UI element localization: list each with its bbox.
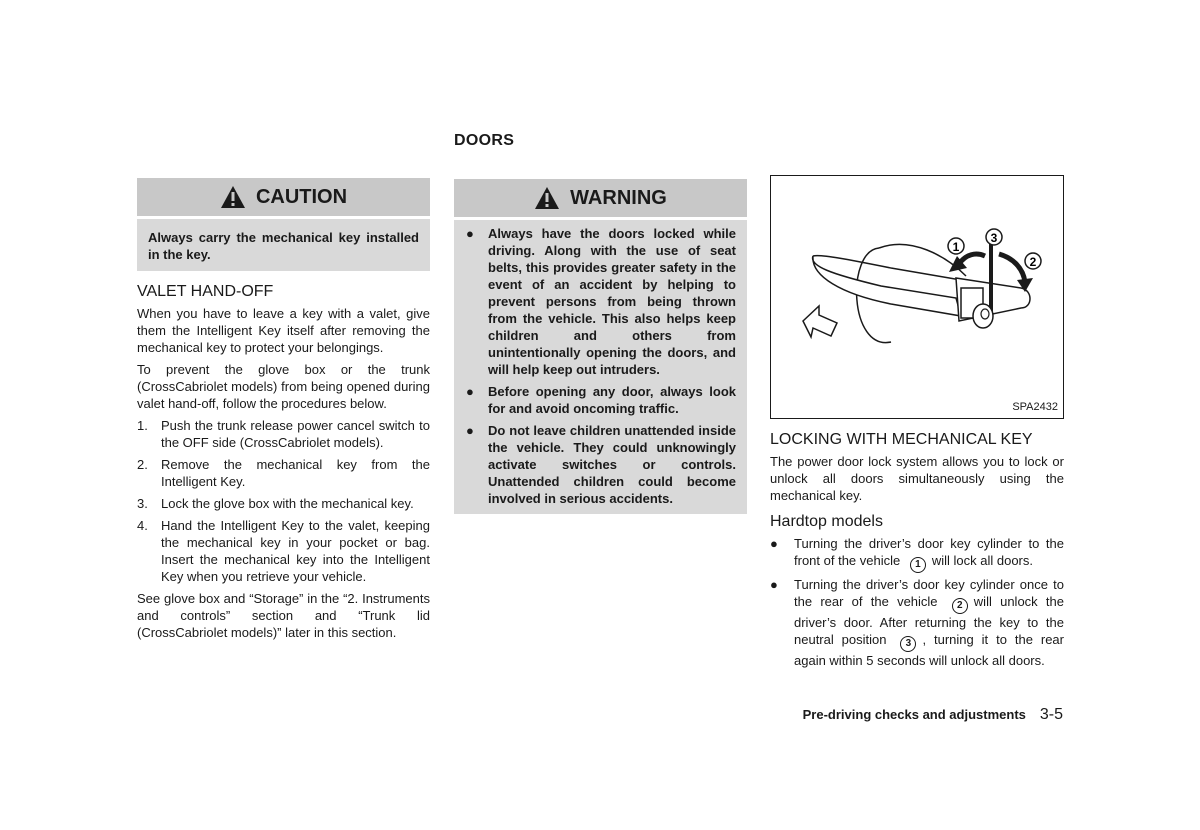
warning-item-text: Always have the doors locked while driving. Along with the use of seat belts, this provides greater safety in the event of an accident by helping to prevent persons from being thrown from the vehicle. This also helps keep children and others from unintentionally opening the doors, and will help keep out intruders. xyxy=(488,226,736,377)
step-text: Remove the mechanical key from the Intelligent Key. xyxy=(161,457,430,489)
bullet-icon: ● xyxy=(770,536,778,551)
hardtop-item-text: Turning the driver’s door key cylinder once to the rear of the vehicle xyxy=(794,577,1064,609)
warning-title: WARNING xyxy=(570,186,667,209)
bullet-icon: ● xyxy=(770,577,778,592)
caution-body xyxy=(137,219,430,271)
section-title: DOORS xyxy=(454,132,515,149)
direction-arrow-icon xyxy=(803,306,837,337)
hardtop-item-text: Turning the driver’s door key cylinder to the front of the vehicle xyxy=(794,536,1064,568)
hardtop-list xyxy=(770,535,1064,669)
door-handle-figure xyxy=(770,175,1064,419)
bullet-icon: ● xyxy=(466,226,474,241)
page-number: 3-5 xyxy=(1039,706,1063,723)
door-handle-illustration xyxy=(771,176,1063,418)
valet-paragraph-1: When you have to leave a key with a valet, give them the Intelligent Key itself after removing the mechanical key to protect your belongings. xyxy=(137,306,430,355)
step-number: 1. xyxy=(137,418,148,433)
label-1-icon xyxy=(948,238,964,254)
label-2-icon xyxy=(1025,253,1041,269)
warning-triangle-icon xyxy=(220,185,246,209)
hardtop-item xyxy=(770,576,1064,669)
locking-heading: LOCKING WITH MECHANICAL KEY xyxy=(770,431,1033,448)
hardtop-item-text: , turning it to the rear again within 5 seconds will unlock all doors. xyxy=(794,632,1064,668)
step-number: 4. xyxy=(137,518,148,533)
warning-body xyxy=(454,220,747,514)
step-text: Hand the Intelligent Key to the valet, keeping the mechanical key in your pocket or bag. Insert the mechanical key into the Intelligent Key when you retrieve your vehicle. xyxy=(161,518,430,584)
hardtop-item-text: will unlock the driver’s door. After returning the key to the neutral position xyxy=(794,594,1064,647)
figure-code: SPA2432 xyxy=(1012,401,1058,413)
valet-step xyxy=(137,456,430,490)
warning-triangle-icon xyxy=(534,186,560,210)
label-3: 3 xyxy=(990,231,998,245)
label-1: 1 xyxy=(952,240,960,254)
valet-heading: VALET HAND-OFF xyxy=(137,283,274,300)
valet-paragraph-2: To prevent the glove box or the trunk (CrossCabriolet models) from being opened during valet hand-off, follow the procedures below. xyxy=(137,362,430,411)
warning-item-text: Do not leave children unattended inside the vehicle. They could unknowingly activate switches or controls. Unattended children could become involved in serious accidents. xyxy=(488,423,736,506)
valet-step xyxy=(137,495,430,512)
caution-text: Always carry the mechanical key installed in the key. xyxy=(148,230,419,262)
hardtop-heading: Hardtop models xyxy=(770,513,883,530)
warning-item-text: Before opening any door, always look for and avoid oncoming traffic. xyxy=(488,384,736,416)
hardtop-item xyxy=(770,535,1064,573)
step-number: 2. xyxy=(137,457,148,472)
caution-header xyxy=(137,178,430,216)
middle-column xyxy=(454,179,747,514)
page-footer xyxy=(803,706,1063,724)
step-number: 3. xyxy=(137,496,148,511)
warning-item xyxy=(462,422,736,507)
valet-step xyxy=(137,417,430,451)
locking-paragraph: The power door lock system allows you to lock or unlock all doors simultaneously using the mechanical key. xyxy=(770,454,1064,503)
circled-number-icon: 2 xyxy=(952,598,968,614)
warning-header xyxy=(454,179,747,217)
step-text: Push the trunk release power cancel switch to the OFF side (CrossCabriolet models). xyxy=(161,418,430,450)
warning-list xyxy=(462,225,736,507)
valet-paragraph-3: See glove box and “Storage” in the “2. Instruments and controls” section and “Trunk lid (CrossCabriolet models)” later in this section. xyxy=(137,591,430,640)
bullet-icon: ● xyxy=(466,384,474,399)
caution-title: CAUTION xyxy=(255,185,348,208)
chapter-title: Pre-driving checks and adjustments xyxy=(802,707,1026,722)
hardtop-item-text: will lock all doors. xyxy=(931,553,1034,568)
circled-number-icon: 1 xyxy=(910,557,926,573)
left-column xyxy=(137,178,430,646)
bullet-icon: ● xyxy=(466,423,474,438)
circled-number-icon: 3 xyxy=(900,636,916,652)
label-3-icon xyxy=(986,229,1002,245)
right-column xyxy=(770,175,1064,672)
valet-step xyxy=(137,517,430,585)
label-2: 2 xyxy=(1029,255,1037,269)
step-text: Lock the glove box with the mechanical key. xyxy=(161,496,414,511)
warning-item xyxy=(462,225,736,378)
warning-item xyxy=(462,383,736,417)
valet-steps xyxy=(137,417,430,585)
